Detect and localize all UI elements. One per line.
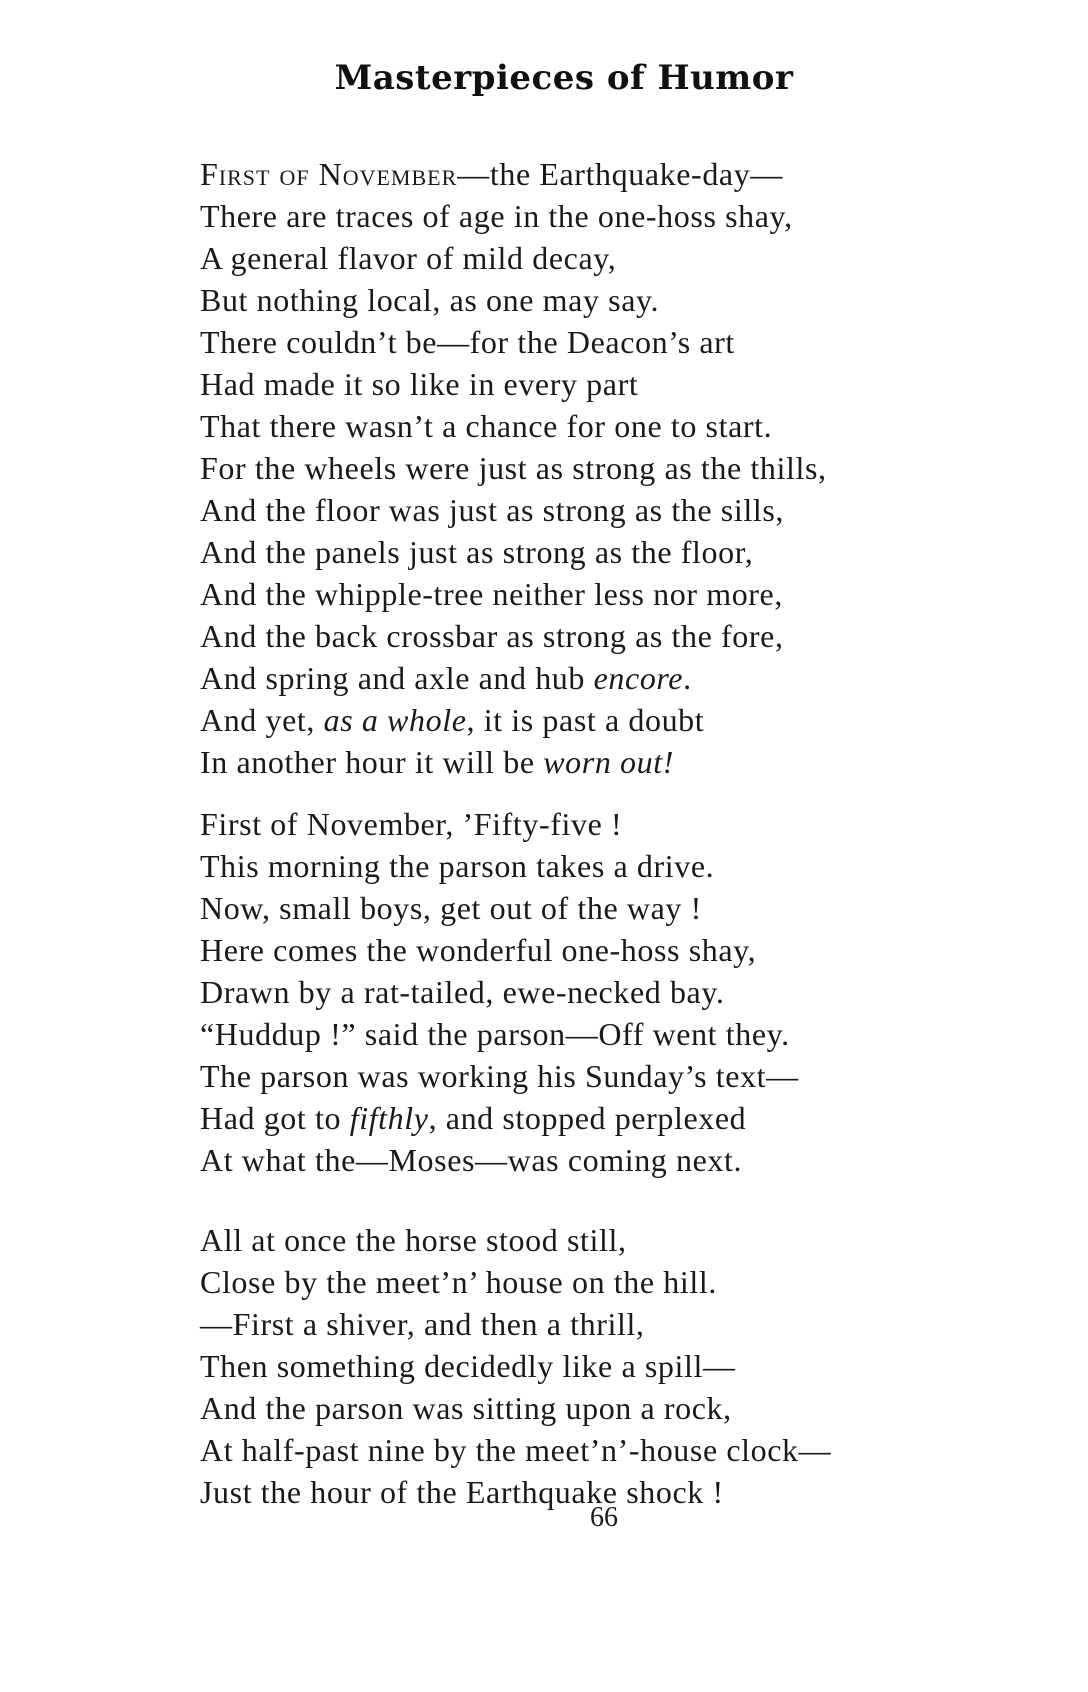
poem-line: At what the—Moses—was coming next. — [200, 1142, 743, 1178]
poem-line — [200, 741, 1050, 783]
small-caps-phrase: First of November — [200, 156, 458, 192]
poem-line: First of November, ’Fifty-five ! — [200, 806, 623, 842]
poem-line: There couldn’t be—for the Deacon’s art — [200, 324, 735, 360]
line-text: Had got to — [200, 1100, 350, 1136]
poem-line: Just the hour of the Earthquake shock ! — [200, 1474, 724, 1510]
poem-line: This morning the parson takes a drive. — [200, 848, 715, 884]
poem-line: For the wheels were just as strong as the thills, — [200, 450, 827, 486]
poem-line: “Huddup !” said the parson—Off went they. — [200, 1016, 790, 1052]
poem-line: And the panels just as strong as the floor, — [200, 534, 754, 570]
poem-line: —First a shiver, and then a thrill, — [200, 1306, 645, 1342]
poem-line — [200, 1097, 1050, 1139]
poem-line: Had made it so like in every part — [200, 366, 639, 402]
italic-phrase: worn out! — [543, 744, 674, 780]
line-text: And yet, — [200, 702, 324, 738]
poem-line: Here comes the wonderful one-hoss shay, — [200, 932, 757, 968]
poem-line: And the floor was just as strong as the sills, — [200, 492, 784, 528]
poem-line — [200, 153, 1050, 195]
page-number: 66 — [590, 1502, 618, 1533]
poem-line: And the whipple-tree neither less nor more, — [200, 576, 783, 612]
poem-line: There are traces of age in the one-hoss shay, — [200, 198, 793, 234]
italic-phrase: as a whole — [323, 702, 467, 738]
poem-line — [200, 657, 1050, 699]
poem-line: But nothing local, as one may say. — [200, 282, 660, 318]
line-text: , it is past a doubt — [466, 702, 705, 738]
line-text: In another hour it will be — [200, 744, 544, 780]
line-text: . — [683, 660, 692, 696]
line-text: —the Earthquake-day— — [457, 156, 783, 192]
stanza-3 — [200, 1219, 1050, 1513]
poem-line: And the back crossbar as strong as the fore, — [200, 618, 784, 654]
poem-line: Close by the meet’n’ house on the hill. — [200, 1264, 717, 1300]
poem-line — [200, 699, 1050, 741]
poem-line: At half-past nine by the meet’n’-house clock— — [200, 1432, 832, 1468]
italic-phrase: fifthly — [349, 1100, 429, 1136]
stanza-2 — [200, 803, 1050, 1181]
poem-line: Now, small boys, get out of the way ! — [200, 890, 702, 926]
poem-line: A general flavor of mild decay, — [200, 240, 617, 276]
poem-line: All at once the horse stood still, — [200, 1222, 627, 1258]
line-text: And spring and axle and hub — [200, 660, 594, 696]
poem-line: That there wasn’t a chance for one to start. — [200, 408, 773, 444]
stanza-1 — [200, 153, 1050, 783]
page-title: Masterpieces of Humor — [334, 58, 794, 98]
poem-line: And the parson was sitting upon a rock, — [200, 1390, 732, 1426]
poem-line: Then something decidedly like a spill— — [200, 1348, 736, 1384]
poem-line: The parson was working his Sunday’s text— — [200, 1058, 799, 1094]
line-text: , and stopped perplexed — [428, 1100, 747, 1136]
italic-phrase: encore — [593, 660, 684, 696]
poem-line: Drawn by a rat-tailed, ewe-necked bay. — [200, 974, 725, 1010]
